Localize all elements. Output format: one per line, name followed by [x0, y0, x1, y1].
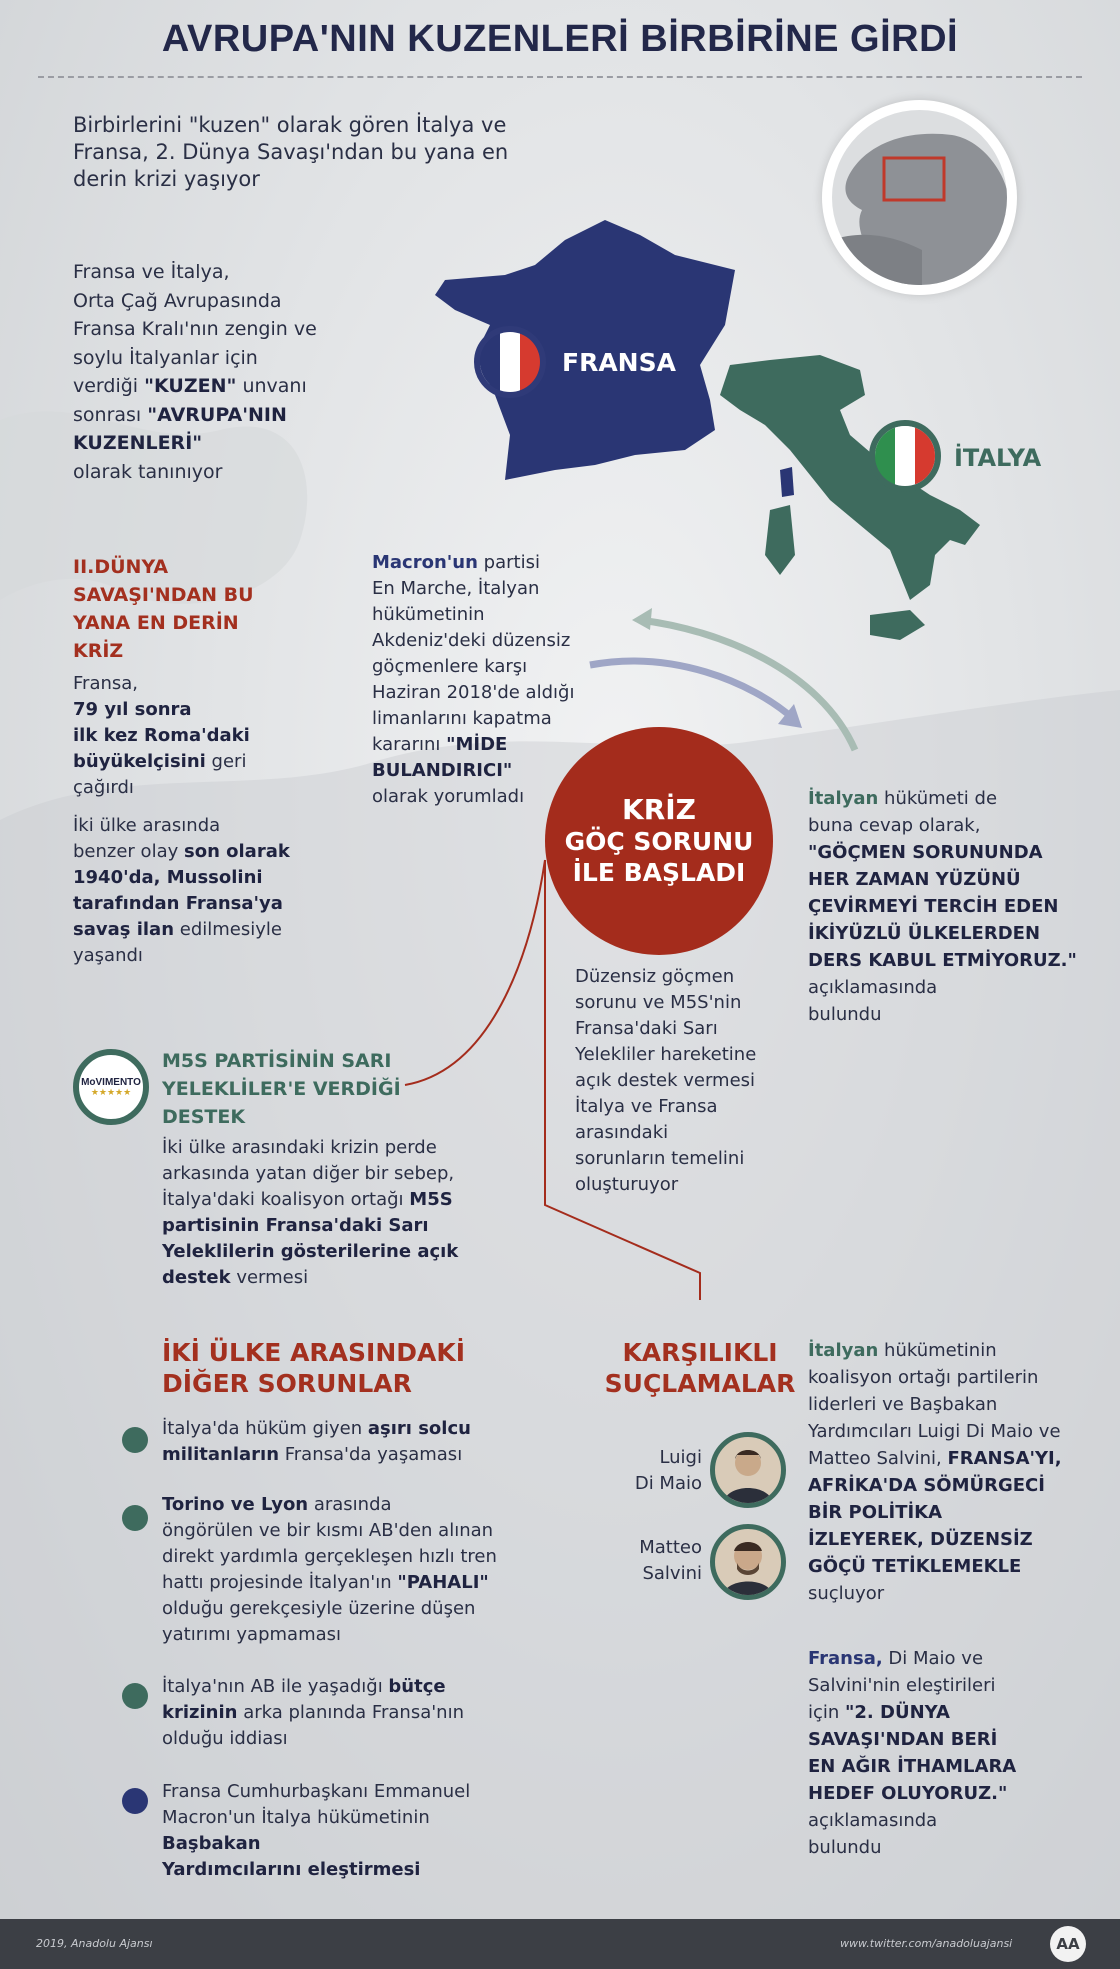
issue-line-part: hattı projesinde İtalyan'ın	[162, 1572, 398, 1593]
crisis-emphasis: tarafından Fransa'ya	[73, 893, 283, 914]
france-response-line-part: Di Maio ve	[882, 1648, 984, 1669]
italy-response-text	[808, 785, 1108, 1028]
m5s-heading	[162, 1047, 442, 1131]
italy-accusation-quote: GÖÇÜ TETİKLEMEKLE	[808, 1556, 1022, 1577]
italy-label: İTALYA	[954, 444, 1042, 472]
france-response-line-part: için	[808, 1702, 846, 1723]
crisis-emphasis: 79 yıl sonra	[73, 699, 192, 720]
italy-response-line: açıklamasında	[808, 977, 938, 998]
kuzen-line: soylu İtalyanlar için	[73, 346, 258, 369]
macron-emphasis: "MİDE	[446, 734, 508, 755]
italy-accusation-line-part: hükümetinin	[878, 1340, 997, 1361]
crisis-emphasis: son olarak	[183, 841, 290, 862]
issue-line: direkt yardımla gerçekleşen hızlı tren	[162, 1546, 497, 1567]
footer-twitter-link[interactable]: www.twitter.com/anadoluajansi	[840, 1937, 1013, 1950]
crisis-line: İki ülke arasında	[73, 815, 221, 836]
m5s-emphasis: M5S	[409, 1189, 453, 1210]
mutual-heading-line: SUÇLAMALAR	[604, 1369, 796, 1398]
m5s-emphasis: partisinin Fransa'daki Sarı	[162, 1215, 429, 1236]
migrant-line: sorunların temelini	[575, 1148, 745, 1169]
crisis-line: yaşandı	[73, 945, 143, 966]
m5s-line-part: İtalya'daki koalisyon ortağı	[162, 1189, 410, 1210]
issue-line: olduğu gerekçesiyle üzerine düşen	[162, 1598, 476, 1619]
issue-emphasis: Başbakan	[162, 1833, 261, 1854]
crisis-line-part: benzer olay	[73, 841, 184, 862]
kuzen-line	[73, 372, 343, 401]
issue-emphasis: "PAHALI"	[397, 1572, 489, 1593]
di-maio-avatar	[710, 1432, 786, 1508]
m5s-heading-line: YELEKLİLER'E VERDİĞİ	[162, 1078, 401, 1100]
intro-text: Birbirlerini "kuzen" olarak gören İtalya ve Fransa, 2. Dünya Savaşı'ndan bu yana en derin krizi yaşıyor	[73, 113, 509, 191]
issue-emphasis: militanların	[162, 1444, 280, 1465]
crisis-line: çağırdı	[73, 777, 134, 798]
migrant-line: açık destek vermesi	[575, 1070, 756, 1091]
kuzen-line: Fransa Kralı'nın zengin ve	[73, 318, 317, 340]
italy-accusation-quote: BİR POLİTİKA	[808, 1502, 943, 1523]
kuzen-emphasis: "AVRUPA'NIN	[147, 403, 287, 426]
center-line: GÖÇ SORUNU	[564, 827, 754, 856]
person-icon	[715, 1437, 781, 1503]
m5s-text	[162, 1135, 482, 1291]
crisis-emphasis: ilk kez Roma'daki	[73, 725, 250, 746]
issue-line: Fransa Cumhurbaşkanı Emmanuel	[162, 1781, 471, 1802]
migrant-text	[575, 964, 795, 1198]
italy-accusation-line: liderleri ve Başbakan	[808, 1394, 998, 1415]
macron-line: limanlarını kapatma	[372, 708, 552, 729]
issue-line-part: İtalya'nın AB ile yaşadığı	[162, 1676, 389, 1697]
macron-line: olarak yorumladı	[372, 786, 525, 807]
other-heading-line: İKİ ÜLKE ARASINDAKİ	[162, 1338, 466, 1367]
m5s-logo-text: MoVIMENTO	[81, 1076, 141, 1088]
france-response-line: bulundu	[808, 1837, 882, 1858]
kuzen-line-part: unvanı	[236, 375, 307, 397]
migrant-line: Düzensiz göçmen	[575, 966, 735, 987]
issue-3	[162, 1674, 502, 1752]
crisis-recall-text	[73, 671, 323, 801]
m5s-logo	[73, 1049, 149, 1125]
migrant-line: arasındaki	[575, 1122, 669, 1143]
person-name-line: Luigi	[659, 1447, 702, 1468]
italy-accusation-line: suçluyor	[808, 1583, 885, 1604]
person-name-line: Salvini	[642, 1563, 702, 1584]
issue-emphasis: krizinin	[162, 1702, 238, 1723]
kuzen-text	[73, 258, 343, 486]
issue-line-part: Macron'un İtalya hükümetinin	[162, 1807, 430, 1828]
crisis-heading	[73, 553, 303, 665]
italy-accusation-line: Yardımcıları Luigi Di Maio ve	[808, 1421, 1061, 1442]
italy-accusation-line: koalisyon ortağı partilerin	[808, 1367, 1039, 1388]
france-response-emphasis: "2. DÜNYA	[845, 1702, 950, 1723]
migrant-line: Yelekliler hareketine	[575, 1044, 757, 1065]
issue-line: olduğu iddiası	[162, 1728, 288, 1749]
crisis-heading-line: YANA EN DERİN	[73, 612, 239, 634]
italy-accusation-quote: AFRİKA'DA SÖMÜRGECİ	[808, 1475, 1045, 1496]
issue-emphasis: bütçe	[388, 1676, 446, 1697]
crisis-heading-line: KRİZ	[73, 640, 124, 662]
bullet-icon	[122, 1427, 148, 1453]
migrant-line: oluşturuyor	[575, 1174, 679, 1195]
m5s-stars-icon: ★★★★★	[90, 1087, 132, 1098]
center-line: KRİZ	[622, 793, 696, 826]
kuzen-line-part: sonrası	[73, 403, 148, 426]
m5s-heading-line: DESTEK	[162, 1106, 246, 1128]
issue-line-part: İtalya'da hüküm giyen	[162, 1418, 368, 1439]
issue-4	[162, 1779, 522, 1883]
migrant-line: İtalya ve Fransa	[575, 1096, 718, 1117]
italy-response-line: bulundu	[808, 1004, 882, 1025]
italy-response-line-part: hükümeti de	[878, 788, 998, 809]
kuzen-line: olarak tanınıyor	[73, 460, 223, 483]
kuzen-line: Orta Çağ Avrupasında	[73, 289, 282, 312]
macron-line: hükümetinin	[372, 604, 485, 625]
issue-emphasis: Yardımcılarını eleştirmesi	[162, 1859, 421, 1880]
title-divider	[38, 76, 1082, 78]
m5s-line: arkasında yatan diğer bir sebep,	[162, 1163, 455, 1184]
globe-map	[832, 110, 1007, 285]
italy-accusation-quote: İZLEYEREK, DÜZENSİZ	[808, 1529, 1033, 1550]
m5s-emphasis: destek	[162, 1267, 231, 1288]
person-name-line: Di Maio	[634, 1473, 702, 1494]
issue-emphasis: aşırı solcu	[367, 1418, 471, 1439]
issue-emphasis: Torino ve Lyon	[162, 1494, 309, 1515]
macron-line: Haziran 2018'de aldığı	[372, 682, 575, 703]
migrant-line: Fransa'daki Sarı	[575, 1018, 718, 1039]
macron-line-part: kararını	[372, 734, 447, 755]
m5s-emphasis: Yeleklilerin gösterilerine açık	[162, 1241, 459, 1262]
kuzen-line: Fransa ve İtalya,	[73, 261, 230, 283]
italy-response-line: buna cevap olarak,	[808, 815, 981, 836]
m5s-line: İki ülke arasındaki krizin perde	[162, 1137, 437, 1158]
crisis-line-part: geri	[205, 751, 247, 772]
france-label: FRANSA	[562, 348, 676, 377]
kuzen-line	[73, 401, 343, 430]
macron-line: Akdeniz'deki düzensiz	[372, 630, 571, 651]
macron-emphasis: BULANDIRICI"	[372, 760, 513, 781]
macron-line: En Marche, İtalyan	[372, 578, 540, 599]
other-issues-heading	[162, 1337, 502, 1399]
italy-accusation-emphasis: FRANSA'YI,	[947, 1448, 1062, 1469]
issue-line-part: Fransa'da yaşaması	[279, 1444, 463, 1465]
macron-line: göçmenlere karşı	[372, 656, 528, 677]
m5s-line-part: vermesi	[230, 1267, 309, 1288]
crisis-history-text	[73, 813, 333, 969]
italy-accusation-line-part: Matteo Salvini,	[808, 1448, 948, 1469]
italy-response-quote: İKİYÜZLÜ ÜLKELERDEN	[808, 923, 1041, 944]
crisis-heading-line: SAVAŞI'NDAN BU	[73, 584, 254, 606]
kuzen-emphasis: "KUZEN"	[144, 375, 237, 397]
page-title: AVRUPA'NIN KUZENLERİ BİRBİRİNE GİRDİ	[161, 18, 959, 60]
italy-response-name: İtalyan	[808, 788, 879, 809]
italy-response-quote: "GÖÇMEN SORUNUNDA	[808, 842, 1043, 863]
kuzen-emphasis: KUZENLERİ"	[73, 432, 203, 454]
issue-line: öngörülen ve bir kısmı AB'den alınan	[162, 1520, 494, 1541]
bullet-icon	[122, 1505, 148, 1531]
center-line: İLE BAŞLADI	[572, 858, 746, 887]
issue-1	[162, 1416, 502, 1468]
crisis-line-part: edilmesiyle	[174, 919, 282, 940]
person-name-line: Matteo	[639, 1537, 702, 1558]
italy-accusation-text	[808, 1337, 1108, 1607]
italy-response-quote: DERS KABUL ETMİYORUZ."	[808, 950, 1077, 971]
footer-bar	[0, 1919, 1120, 1969]
crisis-line: Fransa,	[73, 673, 139, 694]
kuzen-line-part: verdiği	[73, 375, 145, 397]
person-1-name	[612, 1445, 702, 1497]
france-response-text	[808, 1645, 1108, 1861]
france-flag-icon	[474, 326, 546, 398]
salvini-avatar	[710, 1524, 786, 1600]
france-response-quote: HEDEF OLUYORUZ."	[808, 1783, 1008, 1804]
italy-response-quote: HER ZAMAN YÜZÜNÜ	[808, 869, 1021, 890]
crisis-emphasis: büyükelçisini	[73, 751, 206, 772]
crisis-emphasis: savaş ilan	[73, 919, 175, 940]
other-heading-line: DİĞER SORUNLAR	[162, 1369, 412, 1398]
migrant-line: sorunu ve M5S'nin	[575, 992, 742, 1013]
france-response-quote: EN AĞIR İTHAMLARA	[808, 1756, 1017, 1777]
bullet-icon	[122, 1788, 148, 1814]
france-response-name: Fransa,	[808, 1648, 883, 1669]
person-icon	[715, 1529, 781, 1595]
italy-flag-icon	[869, 420, 941, 492]
person-2-name	[612, 1535, 702, 1587]
mutual-heading	[600, 1337, 800, 1399]
france-response-line: açıklamasında	[808, 1810, 938, 1831]
italy-accusation-name: İtalyan	[808, 1340, 879, 1361]
issue-line-part: arka planında Fransa'nın	[237, 1702, 464, 1723]
macron-name: Macron'un	[372, 552, 478, 573]
bullet-icon	[122, 1683, 148, 1709]
aa-logo-icon: AA	[1050, 1926, 1086, 1962]
europe-globe	[822, 100, 1017, 295]
issue-2	[162, 1492, 502, 1648]
crisis-center-circle	[545, 727, 773, 955]
mutual-heading-line: KARŞILIKLI	[622, 1338, 778, 1367]
issue-line: yatırımı yapmaması	[162, 1624, 342, 1645]
crisis-emphasis: 1940'da, Mussolini	[73, 867, 263, 888]
france-response-quote: SAVAŞI'NDAN BERİ	[808, 1729, 998, 1750]
macron-line-part: partisi	[477, 552, 540, 573]
footer-credit: 2019, Anadolu Ajansı	[36, 1937, 153, 1950]
italy-response-quote: ÇEVİRMEYİ TERCİH EDEN	[808, 896, 1059, 917]
issue-line-part: arasında	[308, 1494, 392, 1515]
kuzen-line	[73, 429, 343, 458]
france-response-line: Salvini'nin eleştirileri	[808, 1675, 996, 1696]
m5s-heading-line: M5S PARTİSİNİN SARI	[162, 1050, 392, 1072]
crisis-heading-line: II.DÜNYA	[73, 556, 169, 578]
